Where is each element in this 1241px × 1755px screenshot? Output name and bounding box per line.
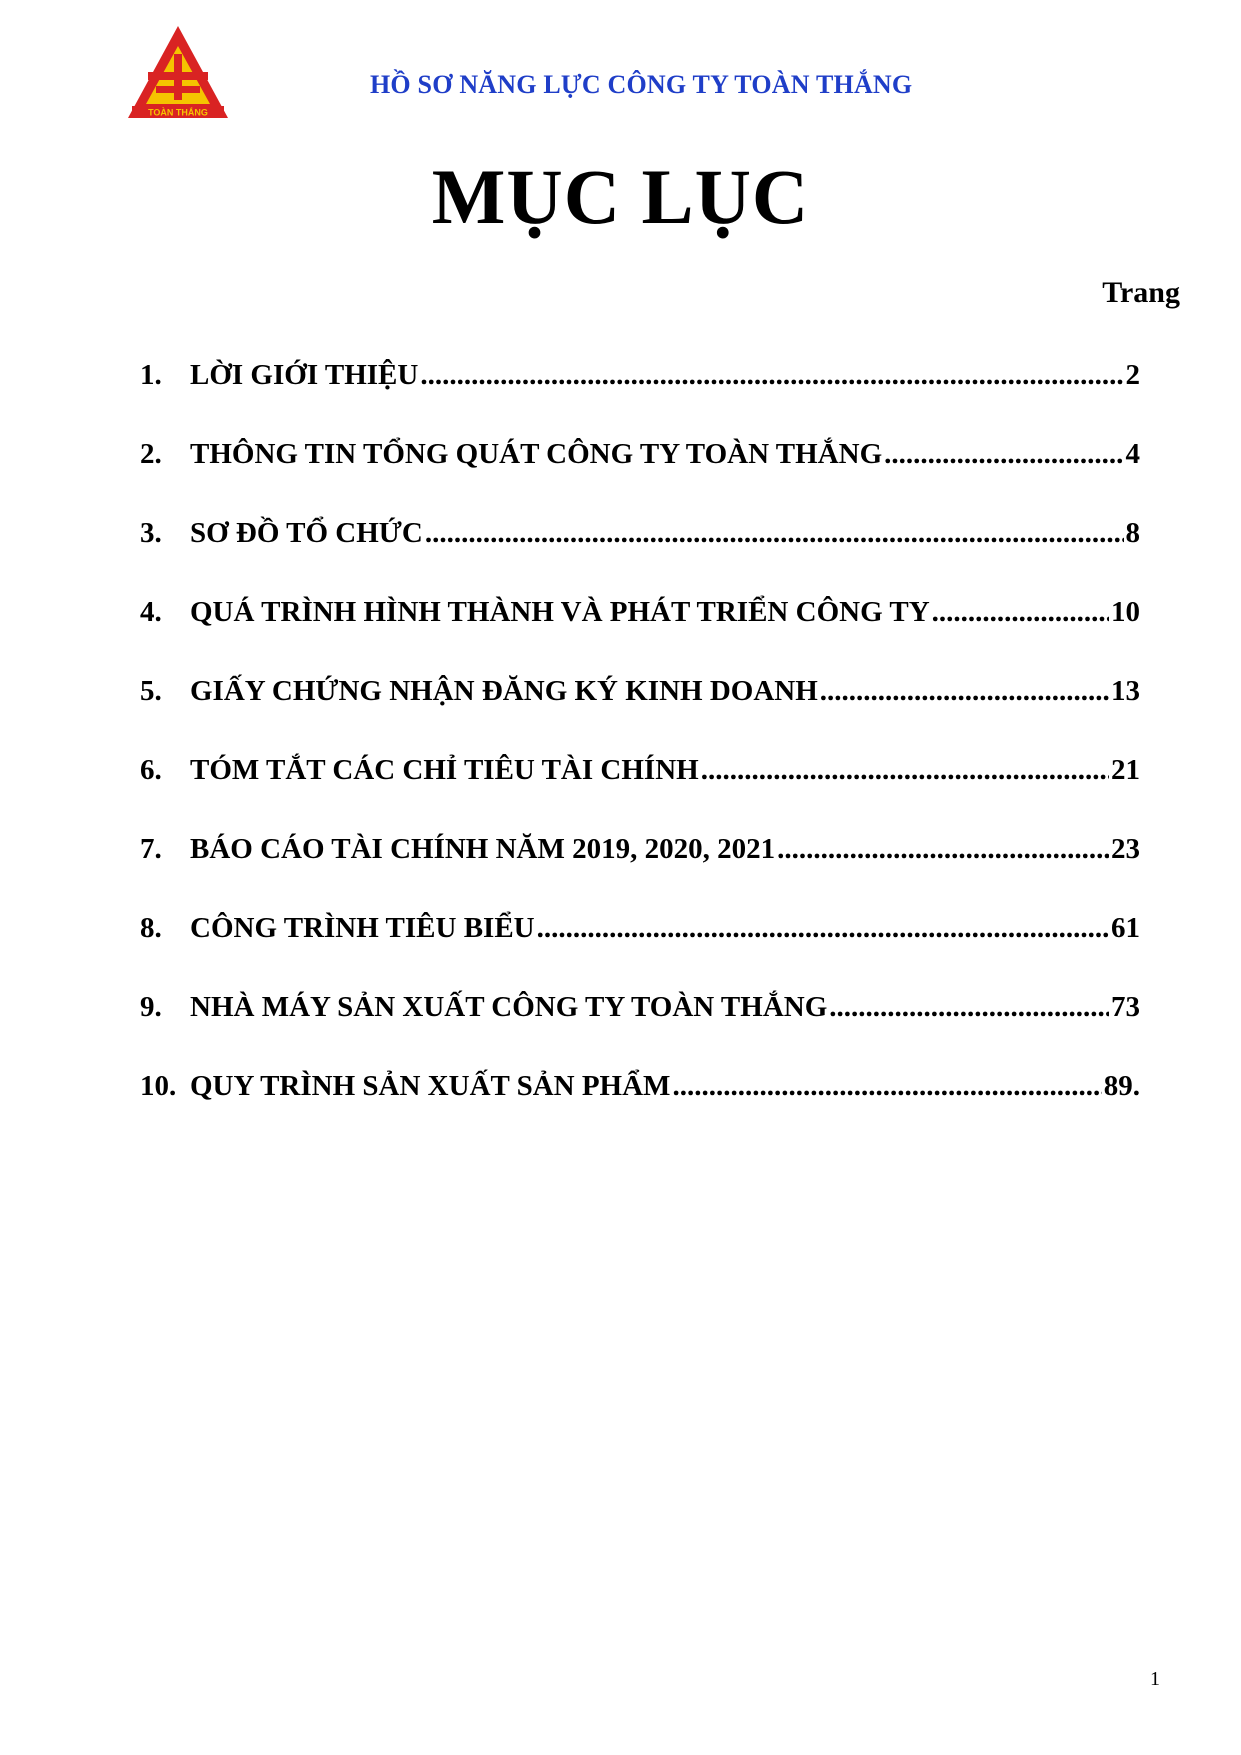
toc-entry-title: QUY TRÌNH SẢN XUẤT SẢN PHẨM xyxy=(190,1070,671,1102)
toc-dot-leader xyxy=(884,438,1123,471)
toc-entry-page: 89. xyxy=(1103,1070,1140,1102)
toc-entry-number: 4. xyxy=(140,596,162,628)
toc-dot-leader xyxy=(420,359,1123,392)
toc-entry-number: 10. xyxy=(140,1070,177,1102)
toc-dot-leader xyxy=(672,1070,1101,1103)
toc-entry[interactable] xyxy=(140,754,1140,833)
document-header-title: HỒ SƠ NĂNG LỰC CÔNG TY TOÀN THẮNG xyxy=(370,70,913,99)
toc-entry-title: GIẤY CHỨNG NHẬN ĐĂNG KÝ KINH DOANH xyxy=(190,675,818,707)
toc-entry-number: 5. xyxy=(140,675,162,707)
toc-entry-number: 7. xyxy=(140,833,162,865)
toc-entry-title: THÔNG TIN TỔNG QUÁT CÔNG TY TOÀN THẮNG xyxy=(190,438,883,470)
toc-entry-number: 8. xyxy=(140,912,162,944)
toc-dot-leader xyxy=(701,754,1109,787)
toc-entry-page: 73 xyxy=(1111,991,1140,1023)
toc-entry[interactable] xyxy=(140,1070,1140,1149)
toc-entry[interactable] xyxy=(140,675,1140,754)
page-number: 1 xyxy=(1150,1668,1160,1690)
toc-entry[interactable] xyxy=(140,359,1140,438)
toc-entry-page: 8 xyxy=(1125,517,1140,549)
table-of-contents xyxy=(140,359,1140,1149)
toc-entry-number: 3. xyxy=(140,517,162,549)
toc-entry-title: NHÀ MÁY SẢN XUẤT CÔNG TY TOÀN THẮNG xyxy=(190,991,828,1023)
toc-dot-leader xyxy=(829,991,1109,1024)
toc-dot-leader xyxy=(932,596,1109,629)
toc-entry-page: 13 xyxy=(1111,675,1140,707)
toc-entry-title: CÔNG TRÌNH TIÊU BIỂU xyxy=(190,912,535,944)
toc-entry-page: 4 xyxy=(1125,438,1140,470)
toc-entry-number: 9. xyxy=(140,991,162,1023)
toc-entry[interactable] xyxy=(140,517,1140,596)
toc-dot-leader xyxy=(820,675,1109,708)
toc-entry-page: 21 xyxy=(1111,754,1140,786)
page-column-label: Trang xyxy=(1102,276,1180,309)
toc-entry-title: QUÁ TRÌNH HÌNH THÀNH VÀ PHÁT TRIỂN CÔNG TY xyxy=(190,596,930,628)
toc-dot-leader xyxy=(537,912,1109,945)
toc-entry[interactable] xyxy=(140,912,1140,991)
toc-entry-title: BÁO CÁO TÀI CHÍNH NĂM 2019, 2020, 2021 xyxy=(190,833,776,865)
logo-text: TOÀN THẮNG xyxy=(148,107,208,118)
company-logo xyxy=(124,24,232,120)
toc-entry[interactable] xyxy=(140,438,1140,517)
toc-dot-leader xyxy=(777,833,1109,866)
toc-entry-title: SƠ ĐỒ TỔ CHỨC xyxy=(190,517,423,549)
toc-entry-number: 6. xyxy=(140,754,162,786)
toc-entry-number: 1. xyxy=(140,359,162,391)
toc-entry-title: TÓM TẮT CÁC CHỈ TIÊU TÀI CHÍNH xyxy=(190,754,699,786)
toc-entry-page: 10 xyxy=(1111,596,1140,628)
toc-dot-leader xyxy=(425,517,1124,550)
toc-entry-page: 23 xyxy=(1111,833,1140,865)
toc-entry-page: 61 xyxy=(1111,912,1140,944)
toc-entry[interactable] xyxy=(140,596,1140,675)
toc-entry-number: 2. xyxy=(140,438,162,470)
toc-entry[interactable] xyxy=(140,833,1140,912)
page-title: MỤC LỤC xyxy=(431,153,810,240)
toc-entry-page: 2 xyxy=(1125,359,1140,391)
toc-entry[interactable] xyxy=(140,991,1140,1070)
toc-entry-title: LỜI GIỚI THIỆU xyxy=(190,359,419,391)
